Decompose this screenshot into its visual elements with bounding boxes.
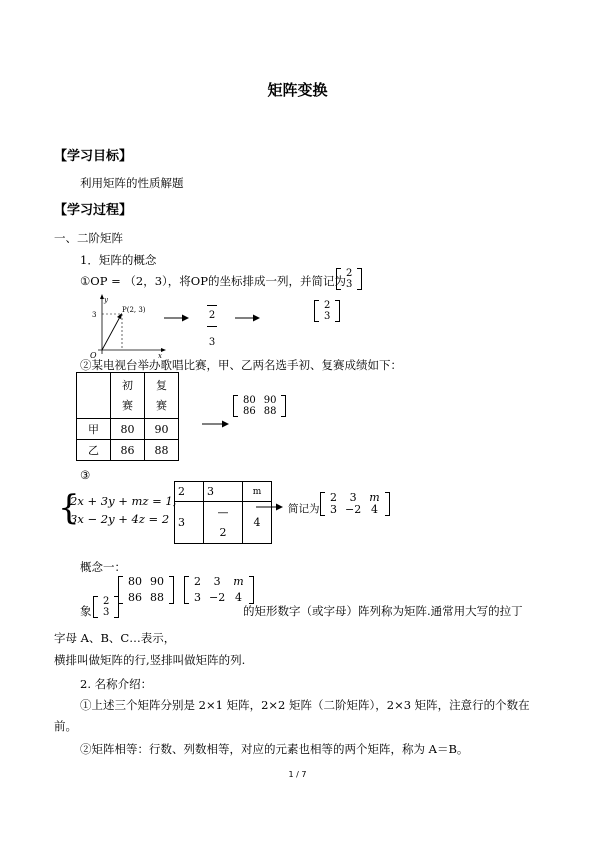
matrix-cell: 2 <box>324 300 331 311</box>
matrix-cell: 2 <box>194 575 201 588</box>
concept-text: 的矩形数字（或字母）阵列称为矩阵.通常用大写的拉丁 <box>243 604 523 618</box>
score-table <box>76 372 179 461</box>
part1-heading: 一、二阶矩阵 <box>54 231 123 245</box>
matrix-cell: 2 <box>346 268 353 279</box>
matrix-cell: −2 <box>345 503 362 516</box>
table-header: 复 赛 <box>145 373 179 419</box>
matrix-cell: 88 <box>263 406 277 417</box>
y-label: y <box>104 296 108 304</box>
intro1-line2: 前。 <box>54 719 77 733</box>
matrix-cell: 3 <box>103 607 110 618</box>
concept-label: 概念一： <box>80 560 126 574</box>
table-cell: 88 <box>145 440 179 461</box>
point-label: P(2, 3) <box>122 306 146 314</box>
table-cell: m <box>243 482 272 502</box>
table-cell: 3 <box>175 502 204 544</box>
table-header: 初 赛 <box>111 373 145 419</box>
vector-matrix <box>314 300 340 322</box>
dash-top <box>207 305 217 306</box>
table-cell: 86 <box>111 440 145 461</box>
arrow-icon <box>164 313 190 323</box>
table-cell: 甲 <box>77 419 111 440</box>
table-cell: 2 <box>175 482 204 502</box>
concept-vector <box>93 596 119 618</box>
matrix-cell: m <box>233 575 244 588</box>
table-cell: 90 <box>145 419 179 440</box>
equation-1: 2x + 3y + mz = 1, <box>70 494 177 508</box>
concept-prefix: 象 <box>80 604 92 618</box>
process-heading: 【学习过程】 <box>54 203 133 218</box>
coef-table <box>174 481 272 544</box>
op-vector <box>102 315 121 350</box>
column-value: 2 <box>208 310 216 321</box>
intro1-line1: ①上述三个矩阵分别是 2×1 矩阵，2×2 矩阵（二阶矩阵），2×3 矩阵，注意行的个数在 <box>80 698 530 712</box>
brace-icon: { <box>58 488 80 528</box>
frac-column <box>205 305 219 349</box>
matrix-cell: 3 <box>213 575 221 588</box>
origin-label: O <box>90 351 97 360</box>
coef-matrix <box>320 492 390 516</box>
ex3-label: ③ <box>80 468 91 482</box>
intro2-text: ②矩阵相等：行数、列数相等，对应的元素也相等的两个矩阵，称为 A＝B。 <box>80 742 469 756</box>
y-tick-label: 3 <box>92 311 97 319</box>
arrow-icon <box>235 313 261 323</box>
page-number: 1 / 7 <box>288 770 307 779</box>
concept-line3: 横排叫做矩阵的行,竖排叫做矩阵的列. <box>54 653 246 667</box>
matrix-cell: −2 <box>209 591 226 604</box>
matrix-cell: 4 <box>234 591 242 604</box>
matrix-cell: 2 <box>330 491 337 504</box>
page-title: 矩阵变换 <box>267 81 328 99</box>
dash-bottom <box>207 326 217 327</box>
concept-coef-matrix <box>184 576 254 604</box>
ex1-vector <box>336 268 362 290</box>
concept-line2: 字母 A、B、C…表示， <box>54 631 176 645</box>
item1-heading: 1．矩阵的概念 <box>80 253 157 267</box>
equation-2: 3x − 2y + 4z = 2 <box>70 512 170 526</box>
score-matrix <box>233 395 286 417</box>
matrix-cell: 4 <box>370 503 378 516</box>
matrix-cell: 3 <box>330 503 337 516</box>
column-value: 3 <box>208 337 216 348</box>
arrow-icon <box>202 419 230 429</box>
matrix-cell: 3 <box>349 491 357 504</box>
table-cell: 3 <box>204 482 243 502</box>
arrow-icon <box>256 502 284 512</box>
table-cell: — 2 <box>204 502 243 544</box>
brief-label: 简记为 <box>288 503 320 515</box>
table-cell: 80 <box>111 419 145 440</box>
ex1-sentence: ①OP = （2，3），将OP的坐标排成一列，并简记为 <box>80 274 346 288</box>
ex1-text <box>80 273 346 289</box>
matrix-cell: 80 <box>128 575 142 588</box>
table-header <box>77 373 111 419</box>
matrix-cell: 86 <box>243 406 256 417</box>
ex2-text: ②某电视台举办歌唱比赛，甲、乙两名选手初、复赛成绩如下： <box>80 358 402 372</box>
table-cell: 乙 <box>77 440 111 461</box>
matrix-cell: 80 <box>243 395 256 406</box>
matrix-cell: 88 <box>150 591 164 604</box>
matrix-cell: 86 <box>128 591 142 604</box>
x-label: x <box>158 352 162 360</box>
table-cell: 4 <box>243 502 272 544</box>
coordinate-graph <box>88 292 168 360</box>
matrix-cell: 90 <box>150 575 164 588</box>
matrix-cell: 3 <box>194 591 201 604</box>
goal-text: 利用矩阵的性质解题 <box>80 176 184 190</box>
item2-heading: 2. 名称介绍： <box>80 677 153 691</box>
matrix-cell: m <box>369 491 380 504</box>
matrix-cell: 3 <box>324 311 331 322</box>
matrix-cell: 2 <box>103 596 110 607</box>
matrix-cell: 3 <box>346 279 353 290</box>
goal-heading: 【学习目标】 <box>54 149 133 164</box>
concept-score-matrix <box>118 576 174 604</box>
matrix-cell: 90 <box>263 395 277 406</box>
